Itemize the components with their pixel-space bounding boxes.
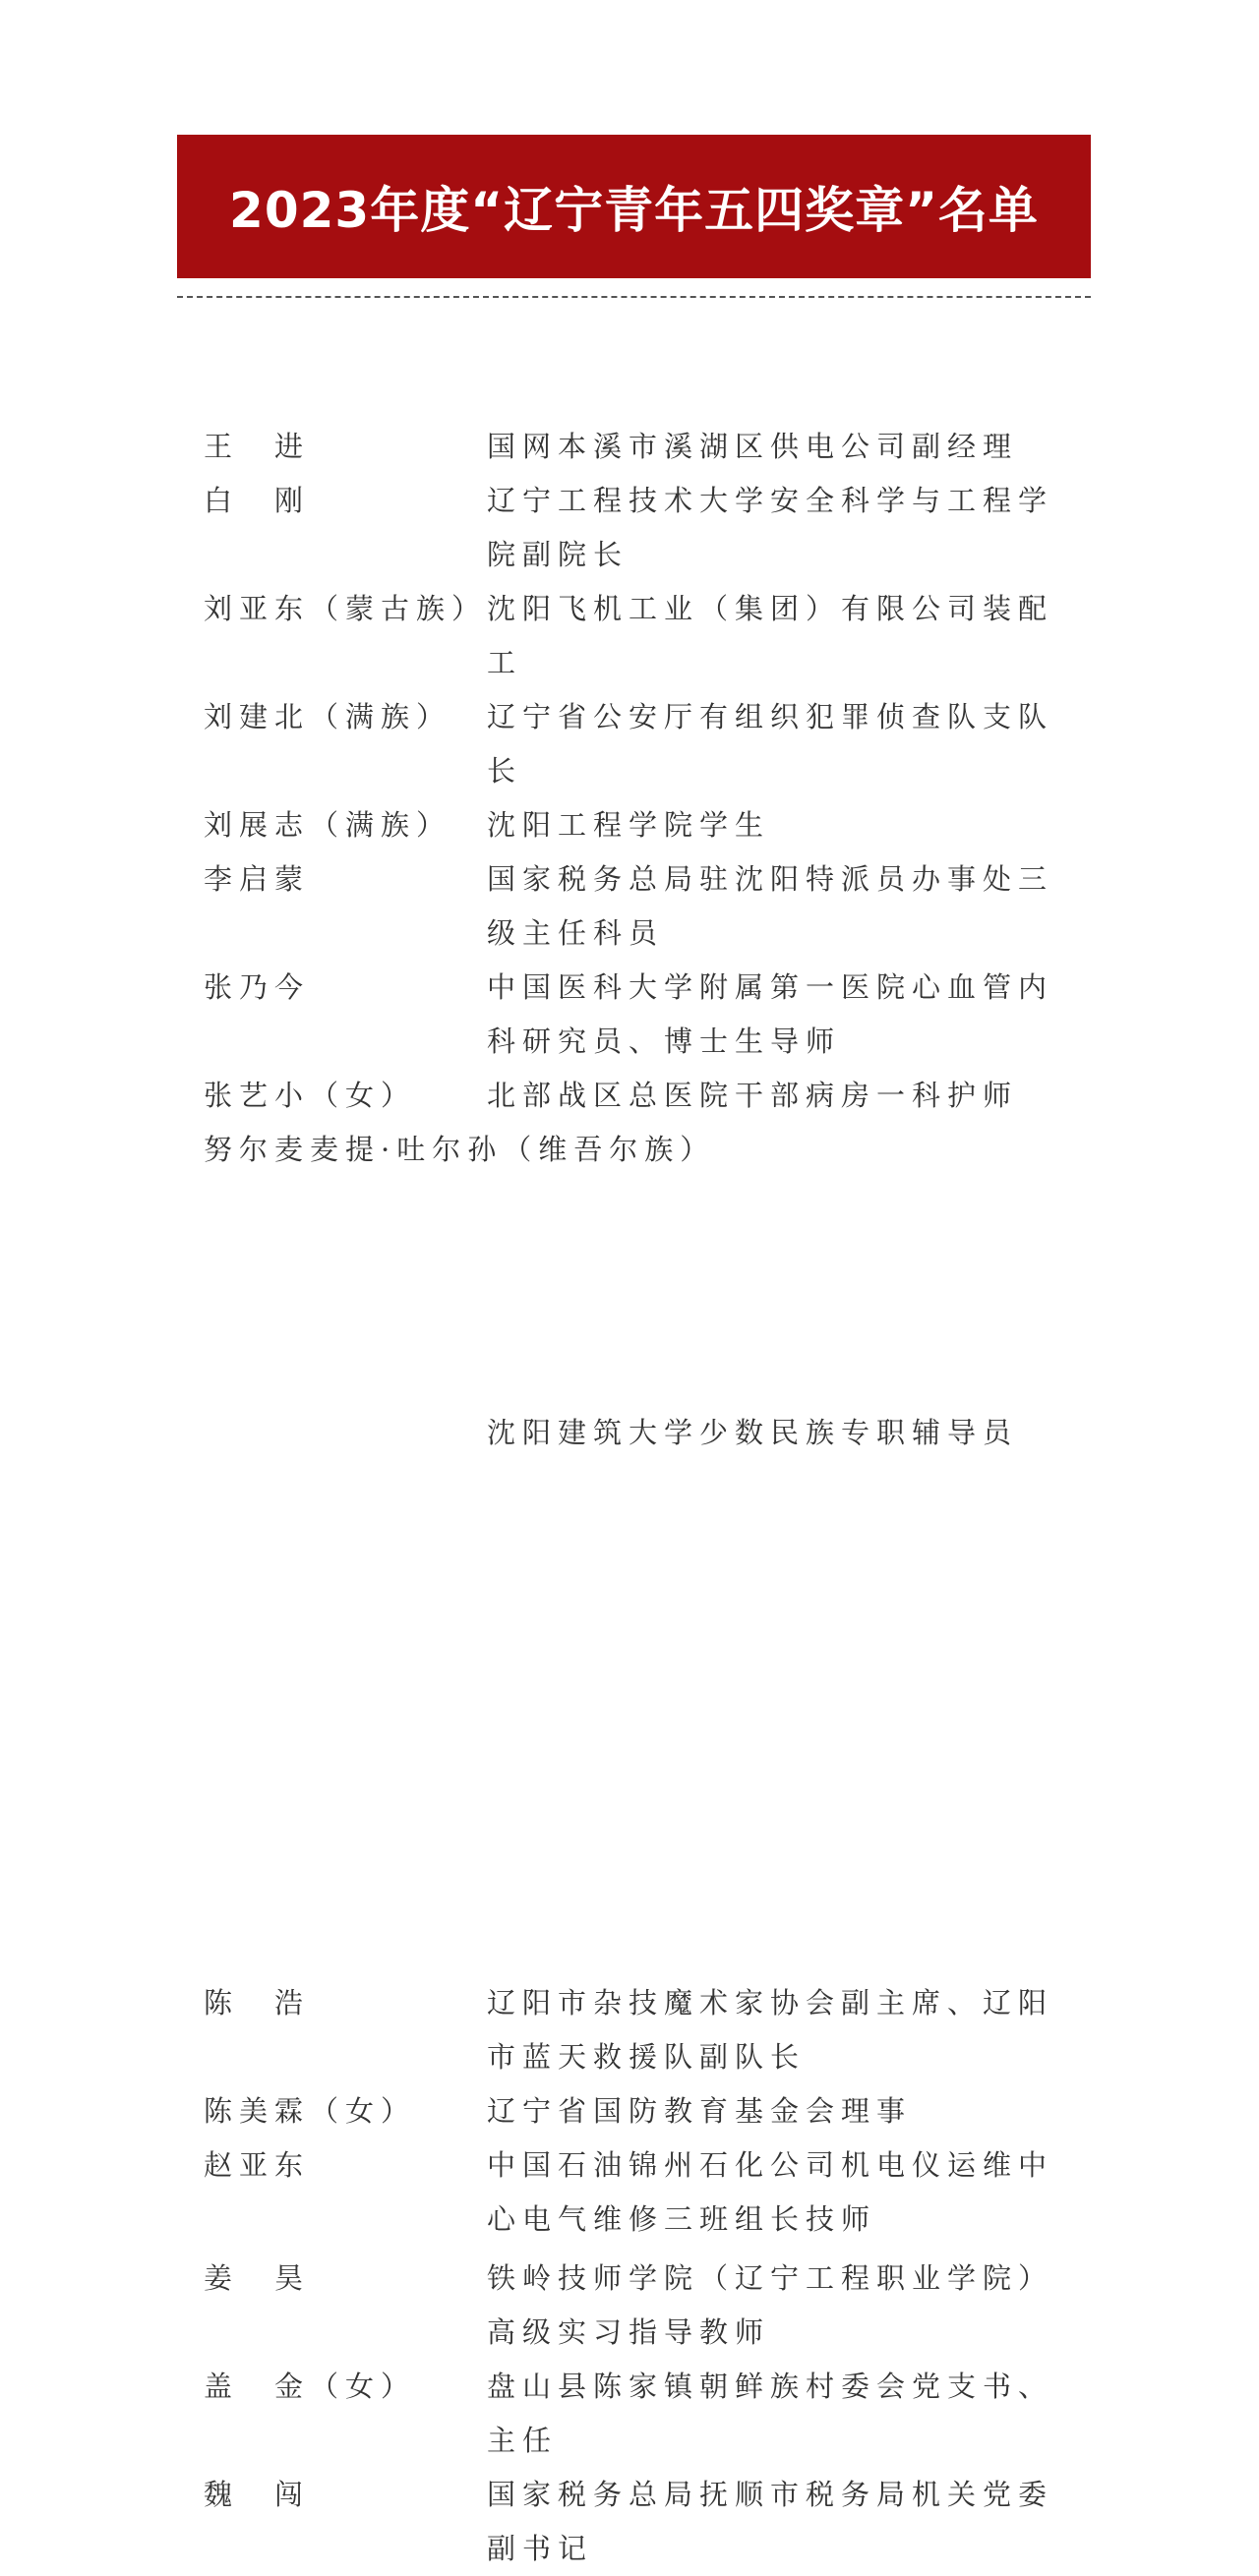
person-name: 陈美霖（女）: [204, 2094, 417, 2128]
list-item: [204, 2084, 1069, 2138]
person-name: 刘建北（满族）: [204, 700, 452, 733]
person-title: 国家税务总局驻沈阳特派员办事处三级主任科员: [487, 862, 1054, 950]
list-item: [204, 1069, 1069, 1123]
list-item: [204, 474, 1069, 582]
person-title: 沈阳飞机工业（集团）有限公司装配工: [487, 592, 1054, 679]
person-name: 盖 金（女）: [204, 2370, 417, 2403]
dashed-divider: [177, 296, 1091, 298]
person-title: 沈阳工程学院学生: [487, 808, 771, 842]
person-title: 辽宁省公安厅有组织犯罪侦查队支队长: [487, 700, 1054, 788]
person-name: 刘亚东（蒙古族）: [204, 592, 488, 625]
list-item: [204, 798, 1069, 852]
page-title: 2023年度“辽宁青年五四奖章”名单: [229, 182, 1039, 239]
list-item: [204, 690, 1069, 798]
person-name: 张艺小（女）: [204, 1079, 417, 1112]
person-title: 辽宁省国防教育基金会理事: [487, 2094, 913, 2128]
list-item: [204, 2360, 1069, 2468]
person-title: 铁岭技师学院（辽宁工程职业学院）高级实习指导教师: [487, 2261, 1054, 2349]
list-item: [204, 852, 1069, 961]
list-item: [204, 1123, 1069, 1976]
list-item: [204, 2252, 1069, 2360]
person-name: 赵亚东: [204, 2148, 311, 2182]
list-item: [204, 420, 1069, 474]
title-banner: [177, 135, 1091, 278]
person-name: 努尔麦麦提·吐尔孙（维吾尔族）: [204, 1133, 716, 1166]
person-title: 国家税务总局抚顺市税务局机关党委副书记: [487, 2478, 1054, 2565]
award-list: [204, 420, 1069, 2576]
person-name: 陈 浩: [204, 1986, 311, 2020]
list-item: [204, 961, 1069, 1069]
person-name: 刘展志（满族）: [204, 808, 452, 842]
person-name: 魏 闯: [204, 2478, 311, 2511]
person-title: 辽宁工程技术大学安全科学与工程学院副院长: [487, 484, 1054, 571]
person-name: 张乃今: [204, 970, 311, 1004]
person-name: 王 进: [204, 430, 311, 463]
list-item: [204, 2138, 1069, 2247]
person-title: 辽阳市杂技魔术家协会副主席、辽阳市蓝天救援队副队长: [487, 1986, 1054, 2074]
person-title: 中国石油锦州石化公司机电仪运维中心电气维修三班组长技师: [487, 2148, 1054, 2236]
person-title: 北部战区总医院干部病房一科护师: [487, 1079, 1019, 1112]
person-name: 白 刚: [204, 484, 311, 517]
person-title: 中国医科大学附属第一医院心血管内科研究员、博士生导师: [487, 970, 1054, 1058]
person-name: 姜 昊: [204, 2261, 311, 2295]
person-title: 沈阳建筑大学少数民族专职辅导员: [487, 1416, 1019, 1449]
person-title: 国网本溪市溪湖区供电公司副经理: [487, 430, 1019, 463]
list-item: [204, 2468, 1069, 2576]
person-title: 盘山县陈家镇朝鲜族村委会党支书、主任: [487, 2370, 1054, 2457]
list-item: [204, 582, 1069, 690]
list-item: [204, 1976, 1069, 2084]
person-name: 李启蒙: [204, 862, 311, 896]
